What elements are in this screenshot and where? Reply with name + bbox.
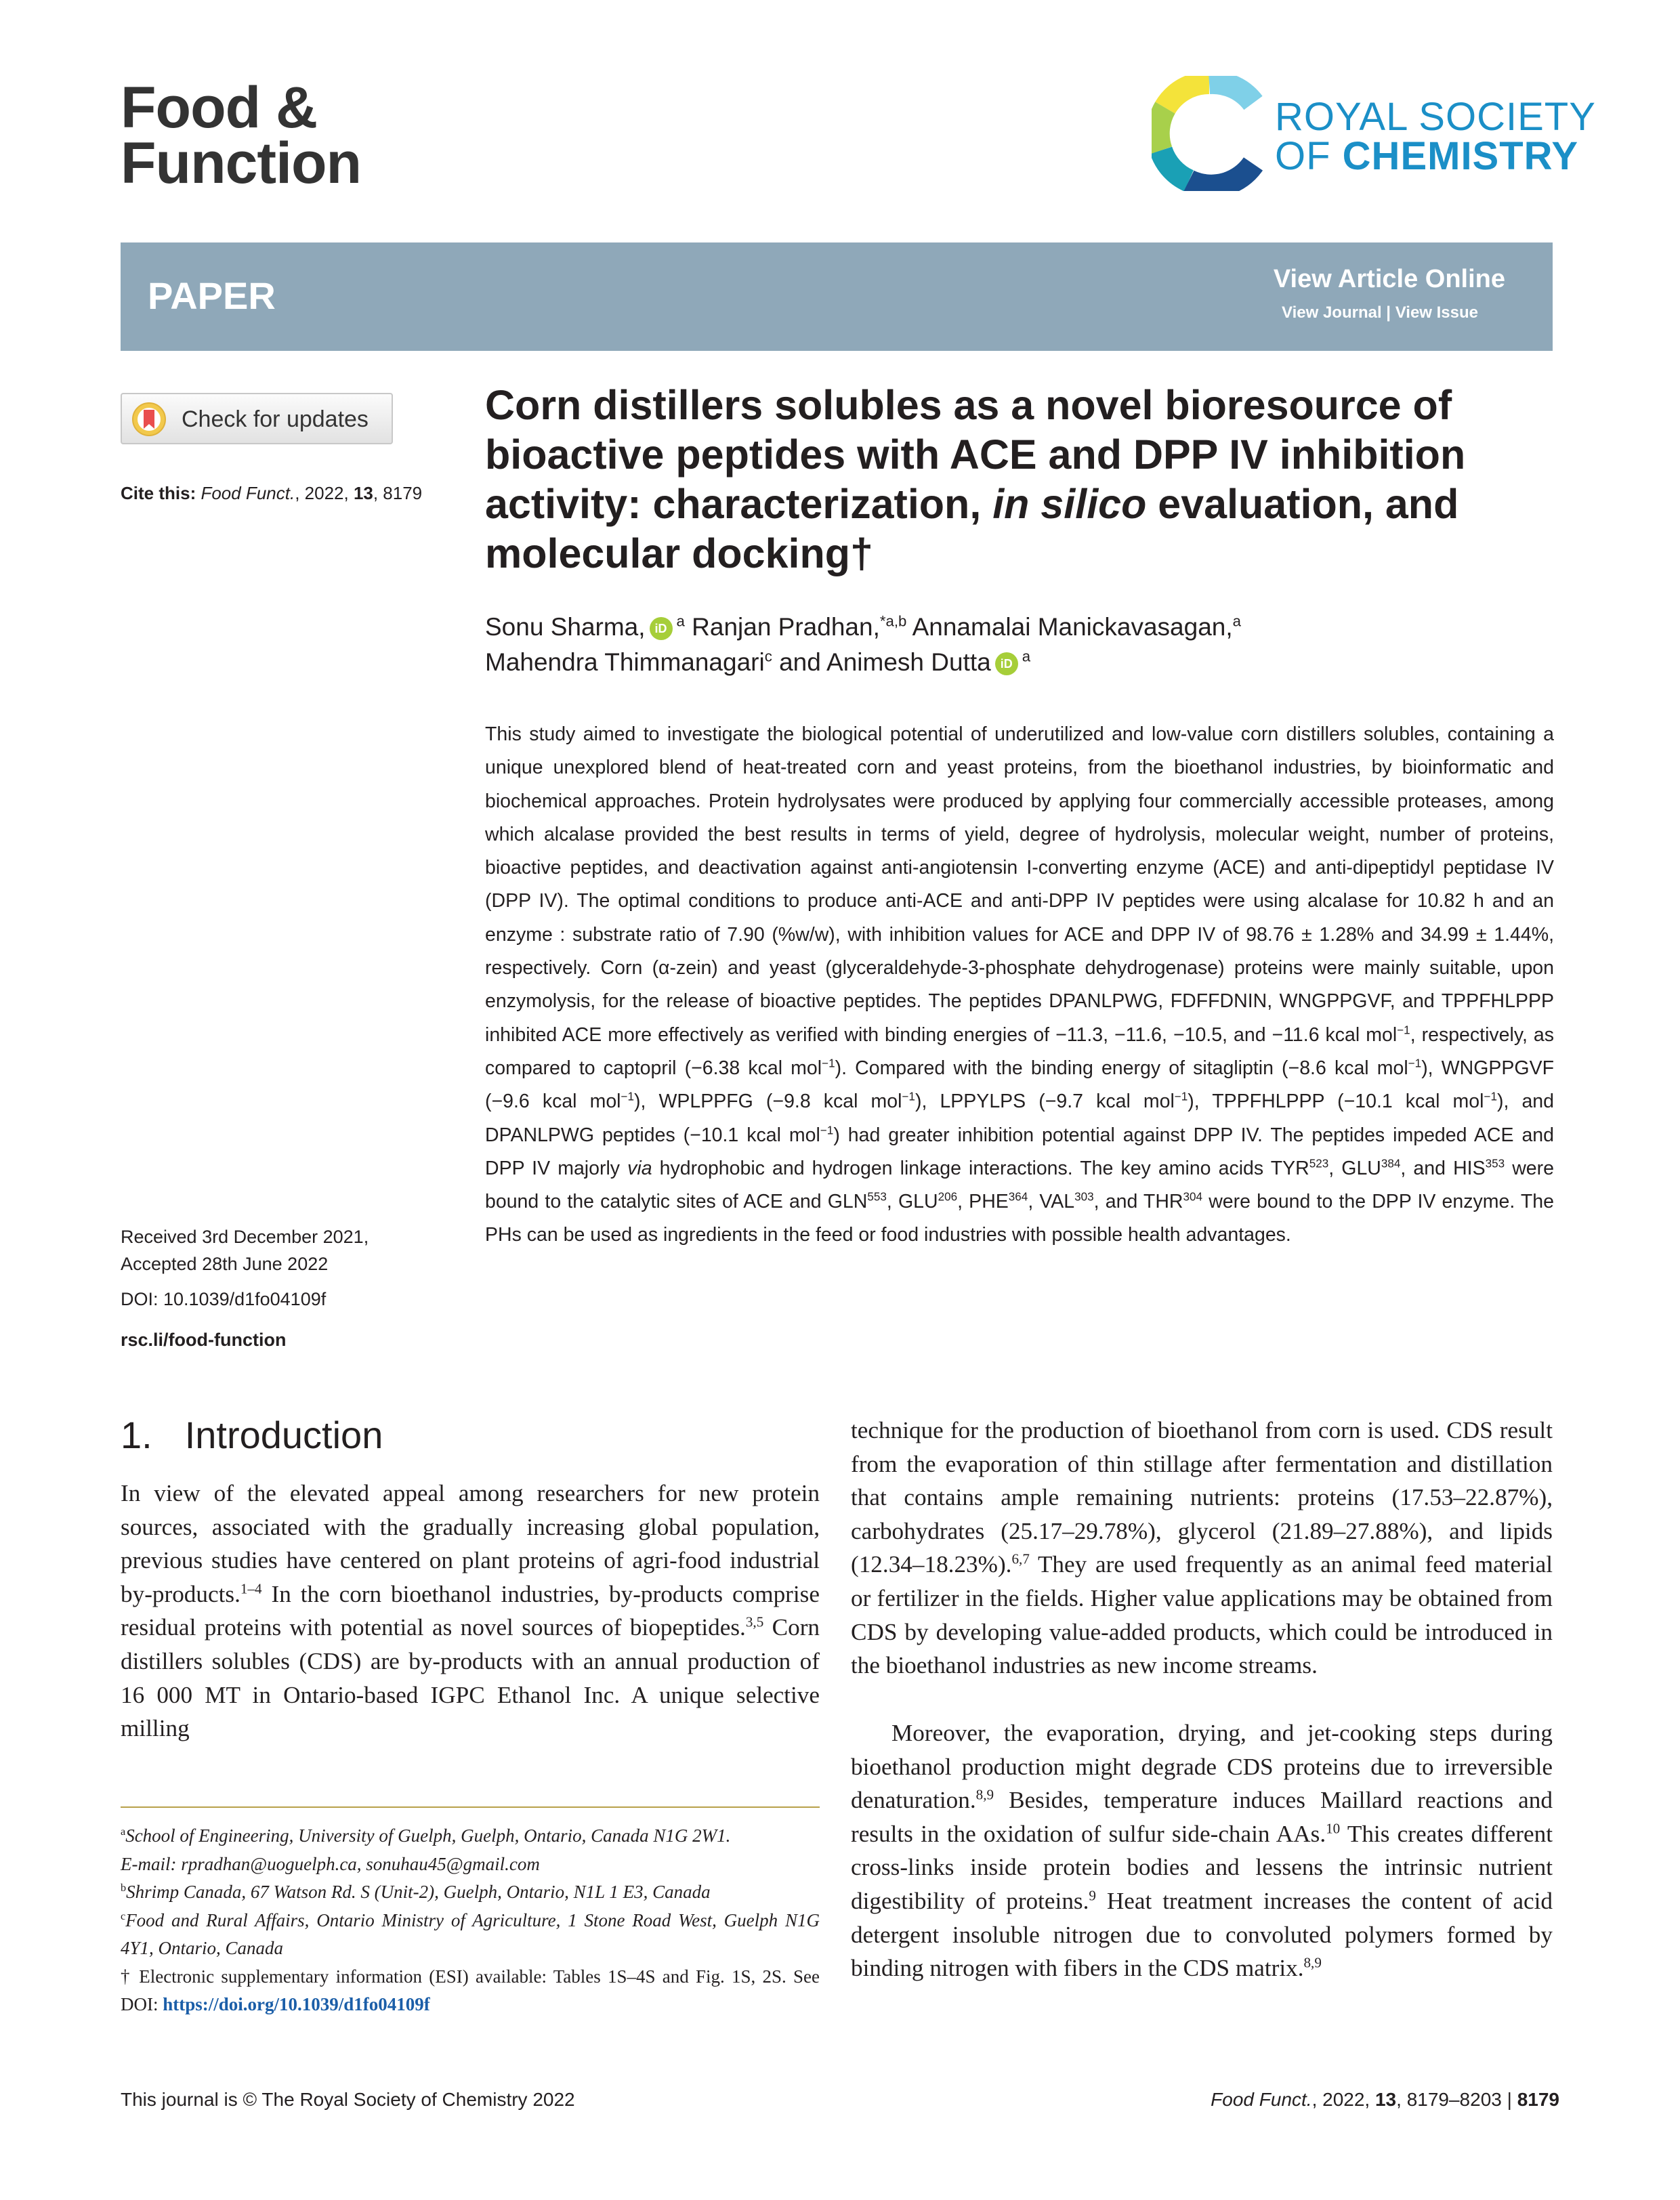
- citation: Cite this: Food Funct., 2022, 13, 8179: [121, 483, 423, 503]
- bookmark-icon: [131, 402, 167, 437]
- article-doi: DOI: 10.1039/d1fo04109f: [121, 1289, 327, 1309]
- esi-doi-link[interactable]: https://doi.org/10.1039/d1fo04109f: [163, 1994, 430, 2014]
- received-date: Received 3rd December 2021,: [121, 1227, 369, 1247]
- section-heading-introduction: 1. Introduction: [121, 1414, 383, 1456]
- rsc-logo-icon: [1152, 76, 1267, 191]
- footnote-affiliation-a: $^a$School of Engineering, University of Guelph, Guelph, Ontario, Canada N1G 2W1.: [121, 1825, 731, 1846]
- page-number: 8179: [1517, 2089, 1559, 2110]
- footnote-email: E-mail: rpradhan@uoguelph.ca, sonuhau45@gmail.com: [121, 1853, 540, 1874]
- body-text-right-paragraph-1: technique for the production of bioethanol from corn is used. CDS result from the evaporation of thin stillage after fermentation and distillation that contains ample remaining nutrients: proteins (17.53–22.87%), carbohydrates (25.17–29.78%), glycerol (21.89–27.88%), and lipids (12.34–18.23%).$^{6,7}$ They are used frequently as an animal feed material or fertilizer in the fields. Higher value applications may be obtained from CDS by developing value-added products, which could be introduced in the bioethanol industries as new income streams.: [851, 1417, 1553, 1679]
- check-for-updates-label: Check for updates: [182, 406, 369, 432]
- body-text-left: In view of the elevated appeal among researchers for new protein sources, associated with the gradually increasing global population, previous studies have centered on plant proteins of agri-food industrial by-products.$^{1-4}$ In the corn bioethanol industries, by-products comprise residual proteins with potential as novel sources of biopeptides.$^{3,5}$ Corn distillers solubles (CDS) are by-products with an annual production of 16 000 MT in Ontario-based IGPC Ethanol Inc. A unique selective milling: [121, 1480, 820, 1742]
- view-article-online-link[interactable]: View Article Online: [1273, 265, 1505, 293]
- footer-citation: Food Funct., 2022, 13, 8179–8203 | 8179: [1211, 2089, 1559, 2110]
- abstract: This study aimed to investigate the biological potential of underutilized and low-value corn distillers solubles, containing a unique unexplored blend of heat-treated corn and yeast proteins, from the bioethanol industries, by bioinformatic and biochemical approaches. Protein hydrolysates were produced by applying four commercially accessible proteases, among which alcalase provided the best results in terms of yield, degree of hydrolysis, molecular weight, number of proteins, bioactive peptides, and deactivation against anti-angiotensin I-converting enzyme (ACE) and anti-dipeptidyl peptidase IV (DPP IV). The optimal conditions to produce anti-ACE and anti-DPP IV peptides were using alcalase for 10.82 h and an enzyme : substrate ratio of 7.90 (%w/w), with inhibition values for ACE and DPP IV of 98.76 ± 1.28% and 34.99 ± 1.44%, respectively. Corn (α-zein) and yeast (glyceraldehyde-3-phosphate dehydrogenase) proteins were mainly suitable, upon enzymolysis, for the release of bioactive peptides. The peptides DPANLPWG, FDFFDNIN, WNGPPGVF, and TPPFHLPPP inhibited ACE more effectively as verified with binding energies of −11.3, −11.6, −10.5, and −11.6 kcal mol$^{-1}$, respectively, as compared to captopril (−6.38 kcal mol$^{-1}$). Compared with the binding energy of sitagliptin (−8.6 kcal mol$^{-1}$), WNGPPGVF (−9.6 kcal mol$^{-1}$), WPLPPFG (−9.8 kcal mol$^{-1}$), LPPYLPS (−9.7 kcal mol$^{-1}$), TPPFHLPPP (−10.1 kcal mol$^{-1}$), and DPANLPWG peptides (−10.1 kcal mol$^{-1}$) had greater inhibition potential against DPP IV. The peptides impeded ACE and DPP IV majorly via hydrophobic and hydrogen linkage interactions. The key amino acids TYR$^{523}$, GLU$^{384}$, and HIS$^{353}$ were bound to the catalytic sites of ACE and GLN$^{553}$, GLU$^{206}$, PHE$^{364}$, VAL$^{303}$, and THR$^{304}$ were bound to the DPP IV enzyme. The PHs can be used as ingredients in the feed or food industries with possible health advantages.: [485, 723, 1555, 1246]
- check-for-updates-button[interactable]: [121, 393, 393, 444]
- journal-title-line1: Food &: [121, 75, 318, 140]
- footer-copyright: This journal is © The Royal Society of Chemistry 2022: [121, 2089, 575, 2110]
- journal-short-link[interactable]: rsc.li/food-function: [121, 1330, 287, 1350]
- footnote-esi: † Electronic supplementary information (ESI) available: Tables 1S–4S and Fig. 1S, 2S. See DOI: https://doi.org/10.1039/d1fo04109f: [121, 1966, 820, 2014]
- journal-title: [121, 75, 362, 196]
- footnote-affiliation-b: $^b$Shrimp Canada, 67 Watson Rd. S (Unit-2), Guelph, Ontario, N1L 1 E3, Canada: [121, 1882, 711, 1902]
- article-type-banner: [121, 242, 1553, 351]
- orcid-icon[interactable]: iD: [650, 617, 673, 640]
- publisher-name-line1: ROYAL SOCIETY: [1275, 95, 1596, 139]
- article-type-label: PAPER: [148, 274, 276, 317]
- view-journal-link[interactable]: View Journal: [1282, 303, 1382, 322]
- accepted-date: Accepted 28th June 2022: [121, 1254, 329, 1274]
- journal-title-line2: Function: [121, 131, 362, 196]
- article-title: Corn distillers solubles as a novel bioresource of bioactive peptides with ACE and DPP IV inhibition activity: characterization, in silico evaluation, and molecular docking†: [485, 382, 1466, 576]
- view-issue-link[interactable]: View Issue: [1395, 303, 1478, 322]
- footnote-affiliation-c: $^c$Food and Rural Affairs, Ontario Ministry of Agriculture, 1 Stone Road West, Guelph N1G 4Y1, Ontario, Canada: [121, 1909, 820, 1958]
- footnotes: [121, 1822, 820, 2019]
- orcid-icon[interactable]: iD: [995, 652, 1018, 675]
- banner-links: View Journal | View Issue: [1282, 303, 1478, 322]
- footnote-divider: [121, 1806, 820, 1808]
- received-dates: [121, 1223, 446, 1277]
- body-text-right-paragraph-2: Moreover, the evaporation, drying, and jet-cooking steps during bioethanol production might degrade CDS proteins due to irreversible denaturation.$^{8,9}$ Besides, temperature induces Maillard reactions and results in the oxidation of sulfur side-chain AAs.$^{10}$ This creates different cross-links inside protein bodies and lessens the intrinsic nutrient digestibility of proteins.$^9$ Heat treatment increases the content of acid detergent insoluble nitrogen due to convoluted polymers formed by binding nitrogen with fibers in the CDS matrix.$^{8,9}$: [851, 1720, 1553, 1982]
- publisher-name-line2: OF CHEMISTRY: [1275, 134, 1579, 178]
- author-list: Sonu Sharma, iD $^a$ Ranjan Pradhan,$^{*a,b}$ Annamalai Manickavasagan,$^a$ Mahendra Thimmanagari$^c$ and Animesh Dutta iD $^a$: [485, 612, 1241, 676]
